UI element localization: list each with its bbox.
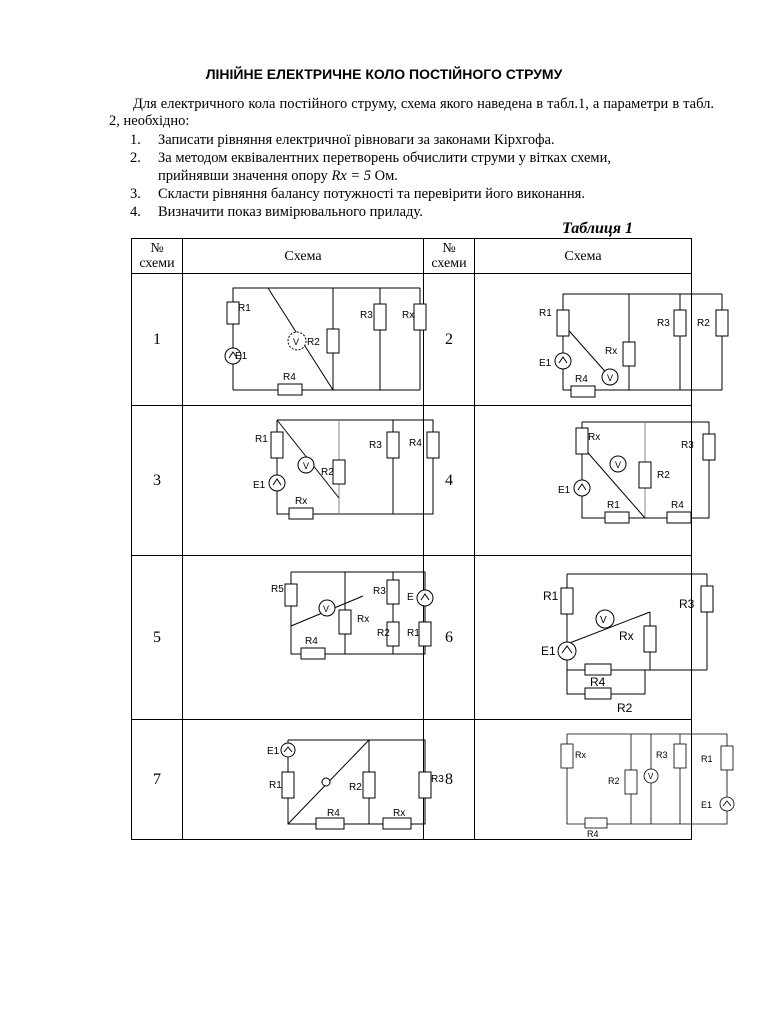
task-number: 1. — [130, 132, 141, 148]
task-number: 2. — [130, 150, 141, 166]
label-r2: R2 — [697, 318, 710, 329]
header-num-symbol: № — [442, 241, 456, 256]
scheme-6-cell — [475, 556, 695, 720]
circuit-diagram-3 — [183, 406, 423, 555]
scheme-1-cell — [183, 274, 424, 406]
circuit-diagram-1 — [183, 274, 423, 405]
circuit-diagram-5 — [183, 556, 423, 719]
header-num-label: схеми — [431, 256, 467, 271]
circuit-diagram-4 — [475, 406, 694, 555]
label-v: V — [648, 772, 654, 781]
scheme-3-cell — [183, 406, 424, 556]
label-r2: R2 — [321, 467, 334, 478]
scheme-number: 1 — [132, 274, 183, 406]
schemes-table — [131, 238, 713, 840]
label-r2: R2 — [617, 701, 633, 715]
label-rx: Rx — [402, 310, 415, 321]
label-rx: Rx — [588, 432, 601, 443]
scheme-number: 2 — [424, 274, 475, 406]
label-r2: R2 — [377, 628, 390, 639]
task-text-line1: За методом еквівалентних перетворень обчислити струми у вітках схеми, — [158, 150, 611, 166]
label-e1: E1 — [235, 351, 248, 362]
task-text — [158, 149, 714, 185]
table-caption: Таблиця 1 — [562, 220, 634, 237]
task-number: 4. — [130, 204, 141, 220]
header-num-label: схеми — [139, 256, 175, 271]
label-r3: R3 — [373, 586, 386, 597]
scheme-number: 6 — [424, 556, 475, 720]
label-e1: E1 — [539, 358, 552, 369]
table-header-row — [132, 239, 692, 274]
task-list — [130, 131, 714, 221]
scheme-number: 8 — [424, 720, 475, 840]
label-e1: E1 — [541, 644, 556, 658]
table-row — [132, 406, 692, 556]
label-e1: E1 — [267, 746, 280, 757]
header-num-cell — [424, 239, 475, 274]
scheme-7-cell — [183, 720, 444, 840]
label-v: V — [323, 604, 330, 614]
task-text: Записати рівняння електричної рівноваги за законами Кірхгофа. — [158, 132, 555, 148]
task-item-3 — [130, 185, 714, 203]
task-item-2 — [130, 149, 714, 185]
label-r3: R3 — [369, 440, 382, 451]
table-row — [132, 556, 692, 720]
label-e1: E1 — [558, 485, 571, 496]
label-r1: R1 — [543, 589, 559, 603]
table-row — [132, 274, 692, 406]
label-r3: R3 — [656, 750, 668, 760]
label-v: V — [615, 460, 622, 470]
intro-paragraph: Для електричного кола постійного струму, схема якого наведена в табл.1, а параметри в табл. 2, необхідно: — [109, 96, 714, 129]
scheme-number: 3 — [132, 406, 183, 556]
label-r4: R4 — [575, 374, 588, 385]
task-item-4 — [130, 203, 714, 221]
label-rx: Rx — [575, 750, 586, 760]
label-r1: R1 — [255, 434, 268, 445]
label-r1: R1 — [539, 308, 552, 319]
formula: Rx = 5 — [331, 168, 372, 184]
label-r4: R4 — [671, 500, 684, 511]
label-r4: R4 — [327, 808, 340, 819]
task-text: Визначити показ вимірювального приладу. — [158, 204, 423, 220]
header-num-symbol: № — [150, 241, 164, 256]
scheme-5-cell — [183, 556, 424, 720]
label-r4: R4 — [283, 372, 296, 383]
unit: Ом. — [374, 168, 398, 184]
page-title: ЛІНІЙНЕ ЕЛЕКТРИЧНЕ КОЛО ПОСТІЙНОГО СТРУМУ — [205, 66, 563, 82]
label-r2: R2 — [657, 470, 670, 481]
label-v: V — [607, 373, 614, 383]
label-r1: R1 — [701, 754, 713, 764]
label-r3: R3 — [679, 597, 695, 611]
label-r4: R4 — [305, 636, 318, 647]
label-r1: R1 — [238, 303, 251, 314]
label-r3: R3 — [681, 440, 694, 451]
label-r4: R4 — [587, 829, 599, 839]
scheme-4-cell — [475, 406, 692, 556]
label-r3: R3 — [657, 318, 670, 329]
label-v: V — [303, 461, 310, 471]
circuit-diagram-8 — [475, 720, 713, 839]
circuit-diagram-7 — [183, 720, 444, 839]
label-rx: Rx — [357, 614, 370, 625]
label-rx: Rx — [295, 496, 308, 507]
label-rx: Rx — [605, 346, 618, 357]
label-r1: R1 — [607, 500, 620, 511]
task-number: 3. — [130, 186, 141, 202]
label-r2: R2 — [349, 782, 362, 793]
scheme-number: 5 — [132, 556, 183, 720]
label-r2: R2 — [307, 337, 320, 348]
label-e: E — [407, 592, 414, 603]
label-rx: Rx — [619, 629, 634, 643]
header-num-cell — [132, 239, 183, 274]
header-scheme-cell: Схема — [183, 239, 424, 274]
label-e1: E1 — [253, 480, 266, 491]
task-item-1 — [130, 131, 714, 149]
scheme-2-cell — [475, 274, 710, 406]
scheme-number: 4 — [424, 406, 475, 556]
task-text: Скласти рівняння балансу потужності та перевірити його виконання. — [158, 186, 585, 202]
label-r3: R3 — [431, 774, 444, 785]
header-scheme-cell: Схема — [475, 239, 692, 274]
label-r1: R1 — [269, 780, 282, 791]
label-r5: R5 — [271, 584, 284, 595]
label-r1: R1 — [407, 628, 420, 639]
circuit-diagram-2 — [475, 274, 710, 405]
label-e1: E1 — [701, 800, 713, 810]
scheme-8-cell — [475, 720, 713, 840]
label-v: V — [293, 337, 300, 347]
scheme-number: 7 — [132, 720, 183, 840]
label-rx: Rx — [393, 808, 406, 819]
circuit-diagram-6 — [475, 556, 695, 719]
label-r2: R2 — [608, 776, 620, 786]
table-row — [132, 720, 692, 840]
label-r4: R4 — [590, 675, 606, 689]
task-text-line2 — [158, 167, 714, 185]
label-r4: R4 — [409, 438, 422, 449]
label-r3: R3 — [360, 310, 373, 321]
task-text-part: прийнявши значення опору — [158, 168, 328, 184]
label-v: V — [600, 615, 607, 626]
